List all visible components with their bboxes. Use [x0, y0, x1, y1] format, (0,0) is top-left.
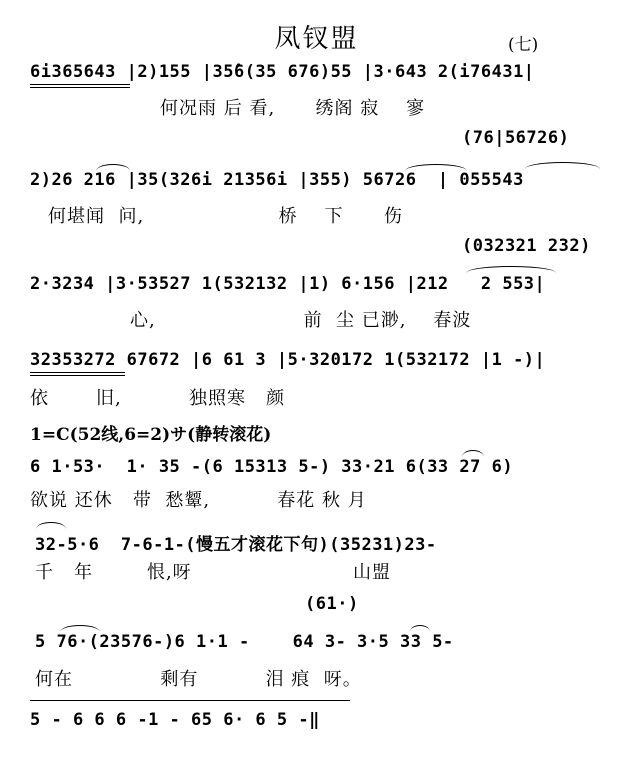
lyric-line-1: 何况雨 后 看, 绣阁 寂 寥 [160, 98, 426, 119]
key-signature-line: 1=C(52线,6=2)サ(静转滚花) [30, 425, 272, 445]
notation-line-6: 32-5·6 7-6-1-(慢五才滚花下句)(35231)23- [35, 535, 437, 555]
slur [410, 625, 430, 632]
notation-line-3: 2·3234 |3·53527 1(532132 |1) 6·156 |212 2 553| [30, 274, 546, 294]
underline [30, 84, 130, 85]
lyric-line-2: 何堪闻 问, 桥 下 伤 [48, 206, 403, 227]
slur [36, 522, 66, 529]
slur [60, 625, 100, 632]
notation-line-5: 6 1·53· 1· 35 -(6 15313 5-) 33·21 6(33 27 6) [30, 457, 514, 477]
lyric-line-6: 千 年 恨,呀 山盟 [35, 562, 391, 583]
underline [30, 372, 125, 373]
lyric-line-5: 欲说 还休 带 愁颦, 春花 秋 月 [30, 490, 367, 511]
lyric-line-7: 何在 剩有 泪 痕 呀。 [35, 669, 362, 690]
section-number: (七) [508, 35, 539, 55]
lyric-line-4: 依 旧, 独照寒 颜 [30, 388, 286, 409]
slur [525, 162, 600, 169]
lyric-line-3: 心, 前 尘 已渺, 春波 [130, 310, 472, 331]
line-tie [30, 700, 350, 701]
notation-line-4: 32353272 67672 |6 61 3 |5·320172 1(532172 |1 -)| [30, 350, 546, 370]
song-title: 凤钗盟 [274, 24, 359, 54]
prefix-line-7: (61·) [305, 594, 359, 614]
slur [462, 450, 484, 457]
notation-line-2: 2)26 216 |35(326i 21356i |355) 56726 | 055543 [30, 170, 524, 190]
prefix-line-3: (032321 232) [462, 236, 591, 256]
underline [30, 375, 125, 376]
notation-line-7: 5 76·(23576-)6 1·1 - 64 3- 3·5 33 5- [35, 632, 454, 652]
slur [405, 164, 467, 171]
prefix-line-2: (76|56726) [462, 128, 570, 148]
notation-line-1: 6i365643 |2)155 |35̂6(35 676)55 |3·643 2(i76431| [30, 62, 535, 82]
slur [96, 164, 130, 171]
notation-line-8: 5 - 6 6 6 -1 - 65 6· 6 5 -‖ [30, 710, 320, 730]
underline [30, 87, 130, 88]
slur [466, 266, 556, 273]
